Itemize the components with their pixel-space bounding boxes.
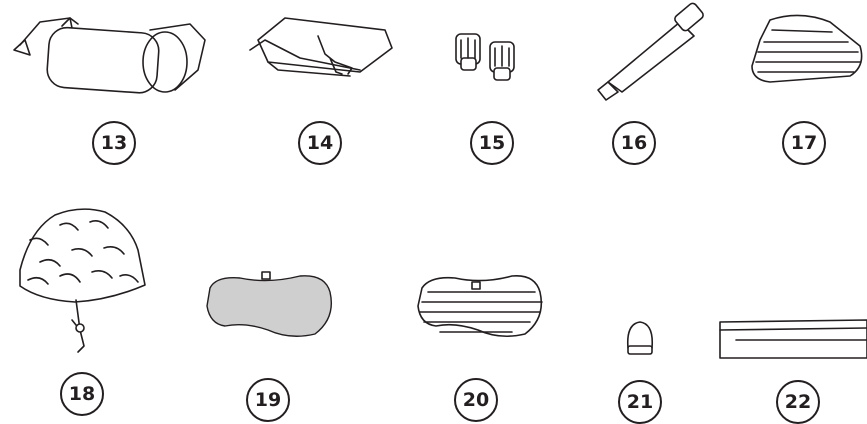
- part-number-16: 16: [612, 121, 656, 165]
- part-number-15: 15: [470, 121, 514, 165]
- angle-concentrator-icon: [598, 2, 705, 100]
- carry-bag-icon: [250, 18, 392, 76]
- extension-tube-icon: [720, 320, 867, 358]
- part-number-19: 19: [246, 378, 290, 422]
- part-number-22: 22: [776, 380, 820, 424]
- part-number-13: 13: [92, 121, 136, 165]
- triangle-pad-icon: [752, 15, 862, 82]
- striped-pad-icon: [418, 276, 542, 336]
- part-number-20: 20: [454, 378, 498, 422]
- chenille-pad-icon: [20, 209, 145, 352]
- part-number-21: 21: [618, 380, 662, 424]
- cap-icon: [628, 322, 653, 354]
- grey-pad-icon: [207, 272, 331, 336]
- shoulder-strap-icon: [14, 18, 205, 94]
- part-number-14: 14: [298, 121, 342, 165]
- part-number-18: 18: [60, 372, 104, 416]
- brush-nozzles-icon: [456, 34, 514, 80]
- part-number-17: 17: [782, 121, 826, 165]
